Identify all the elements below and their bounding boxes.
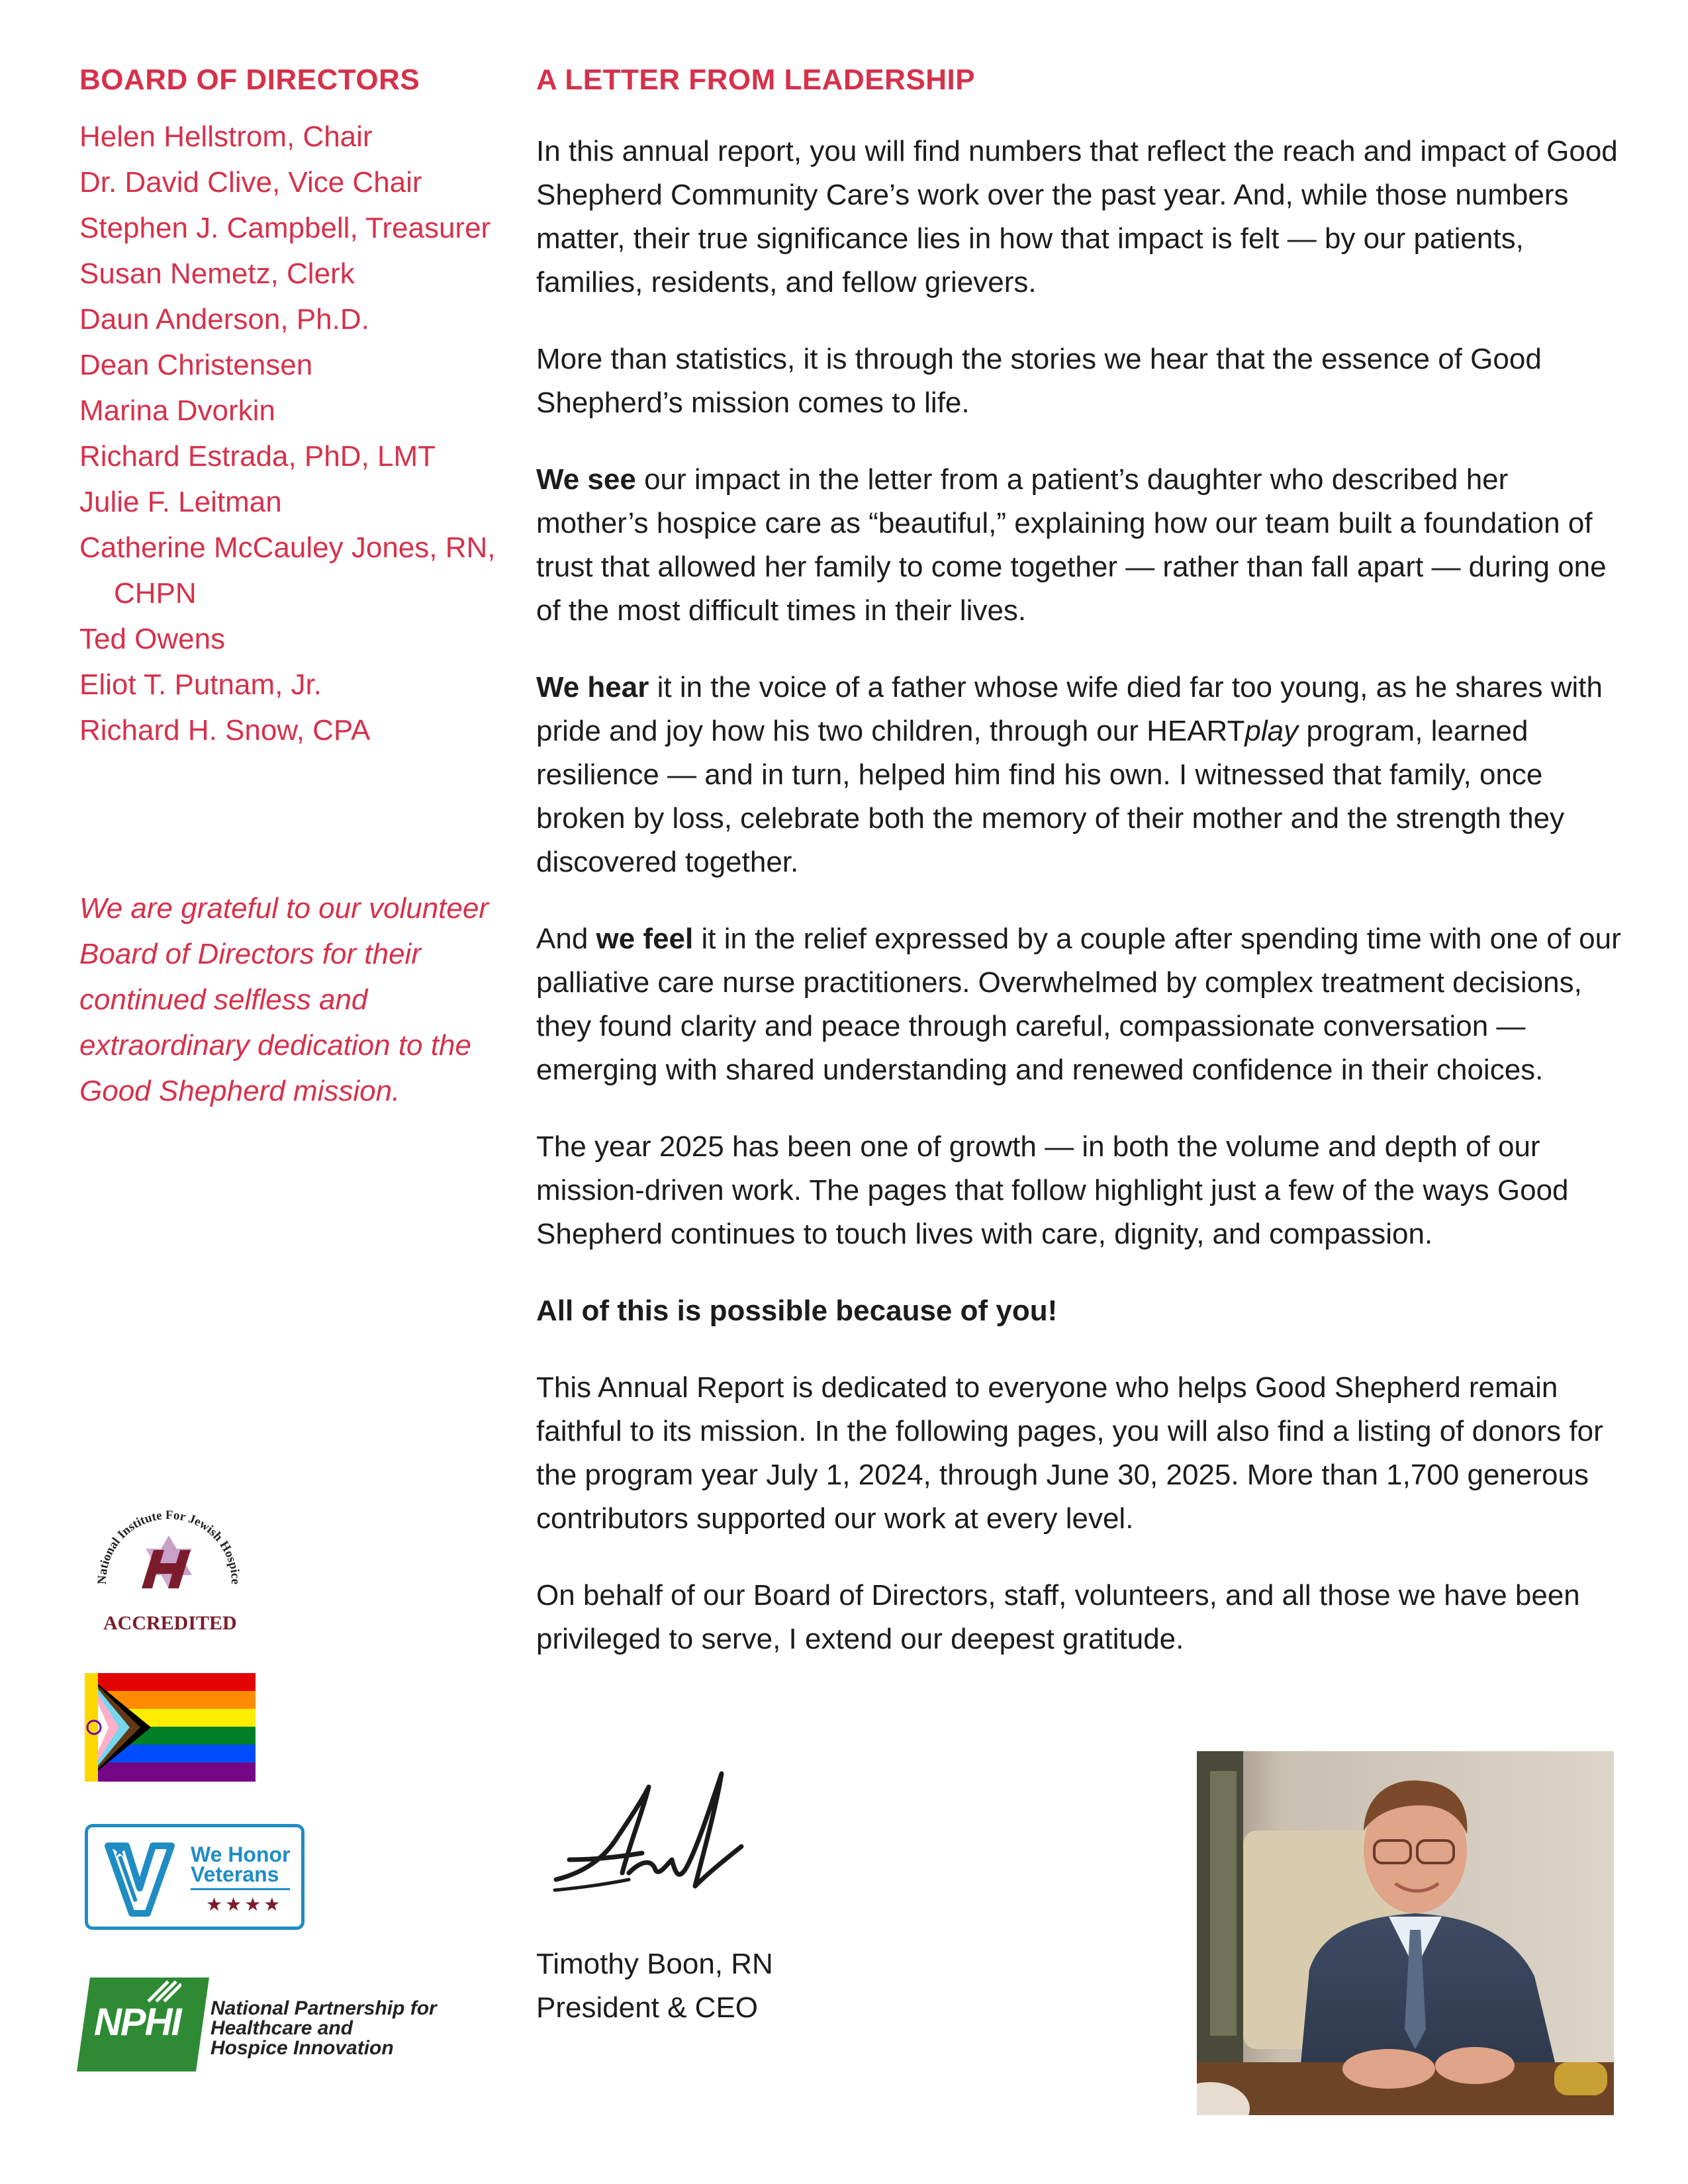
board-member: Stephen J. Campbell, Treasurer: [79, 212, 491, 244]
board-member: Richard Estrada, PhD, LMT: [79, 440, 436, 473]
veterans-divider: [191, 1888, 290, 1890]
board-sidebar: [79, 64, 503, 753]
nphi-mark: NPHI: [94, 2001, 181, 2044]
board-member: Daun Anderson, Ph.D.: [79, 303, 369, 336]
ceo-portrait-photo: [1197, 1751, 1614, 2115]
letter-paragraph: In this annual report, you will find numbers that reflect the reach and impact of Good Shepherd Community Care’s work over the past year. And, while those numbers matter, their true significance lies in how that impact is felt — by our patients, families, residents, and fellow grievers.: [536, 135, 1618, 298]
veterans-title: We Honor Veterans: [191, 1843, 291, 1886]
signer-name: Timothy Boon, RN: [536, 1948, 773, 1980]
ceo-signature: [543, 1760, 761, 1906]
jewish-logo-arc-text: National Institute For Jewish Hospice: [95, 1509, 243, 1585]
star-of-david-icon: [86, 1509, 252, 1615]
accredited-caption: ACCREDITED: [103, 1612, 237, 1634]
letter-paragraph: And we feel it in the relief expressed by a couple after spending time with one of our palliative care nurse practitioners. Overwhelmed by complex treatment decisions, they found clarity and peace through careful, compassionate conversation — emerging with shared understanding and renewed confidence in their choices.: [536, 923, 1621, 1086]
signer-title: President & CEO: [536, 1991, 759, 2024]
board-member: Julie F. Leitman: [79, 486, 282, 518]
board-member: Richard H. Snow, CPA: [79, 714, 371, 747]
svg-text:★: ★: [112, 1841, 128, 1860]
nphi-logo: [83, 1972, 454, 2071]
board-heading: BOARD OF DIRECTORS: [79, 64, 420, 96]
board-member: Dean Christensen: [79, 349, 313, 381]
veterans-v-icon: [96, 1833, 182, 1919]
nphi-caption: National Partnership for Healthcare and Hospice Innovation: [211, 1997, 437, 2059]
letter-heading: A LETTER FROM LEADERSHIP: [536, 64, 976, 96]
board-member: Catherine McCauley Jones, RN, CHPN: [79, 531, 496, 610]
we-honor-veterans-logo: [85, 1824, 305, 1930]
progress-pride-flag-icon: [85, 1673, 256, 1782]
veterans-stars-icon: ★★★★: [206, 1894, 283, 1915]
leadership-letter: [536, 64, 1622, 1694]
board-member: Marina Dvorkin: [79, 394, 275, 427]
letter-paragraph: On behalf of our Board of Directors, staff, volunteers, and all those we have been privileged to serve, I extend our deepest gratitude.: [536, 1579, 1580, 1655]
letter-paragraph: The year 2025 has been one of growth — in both the volume and depth of our mission-driven work. The pages that follow highlight just a few of the ways Good Shepherd continues to touch lives with care, dignity, and compassion.: [536, 1130, 1569, 1250]
board-gratitude-note: We are grateful to our volunteer Board of Directors for their continued selfless and extraordinary dedication to the Good Shepherd mission.: [79, 892, 489, 1107]
jewish-hospice-accredited-logo: [86, 1509, 252, 1641]
letter-callout: All of this is possible because of you!: [536, 1295, 1058, 1327]
letter-paragraph: We see our impact in the letter from a patient’s daughter who described her mother’s hospice care as “beautiful,” explaining how our team built a foundation of trust that allowed her family to come together — rather than fall apart — during one of the most difficult times in their lives.: [536, 463, 1607, 627]
board-member: Dr. David Clive, Vice Chair: [79, 166, 422, 199]
board-member: Ted Owens: [79, 623, 226, 655]
signer-block: [536, 1942, 773, 2030]
letter-paragraph: More than statistics, it is through the stories we hear that the essence of Good Shepherd’s mission comes to life.: [536, 343, 1542, 419]
board-member: Susan Nemetz, Clerk: [79, 257, 355, 290]
letter-paragraph: This Annual Report is dedicated to everyone who helps Good Shepherd remain faithful to its mission. In the following pages, you will also find a listing of donors for the program year July 1, 2024, through June 30, 2025. More than 1,700 generous contributors supported our work at every level.: [536, 1371, 1603, 1535]
board-member: Helen Hellstrom, Chair: [79, 120, 373, 153]
letter-paragraph: We hear it in the voice of a father whose wife died far too young, as he shares with pride and joy how his two children, through our HEARTplay program, learned resilience — and in turn, helped him find his own. I witnessed that family, once broken by loss, celebrate both the memory of their mother and the strength they discovered together.: [536, 671, 1603, 878]
board-member: Eliot T. Putnam, Jr.: [79, 668, 322, 701]
board-list: [79, 114, 503, 753]
